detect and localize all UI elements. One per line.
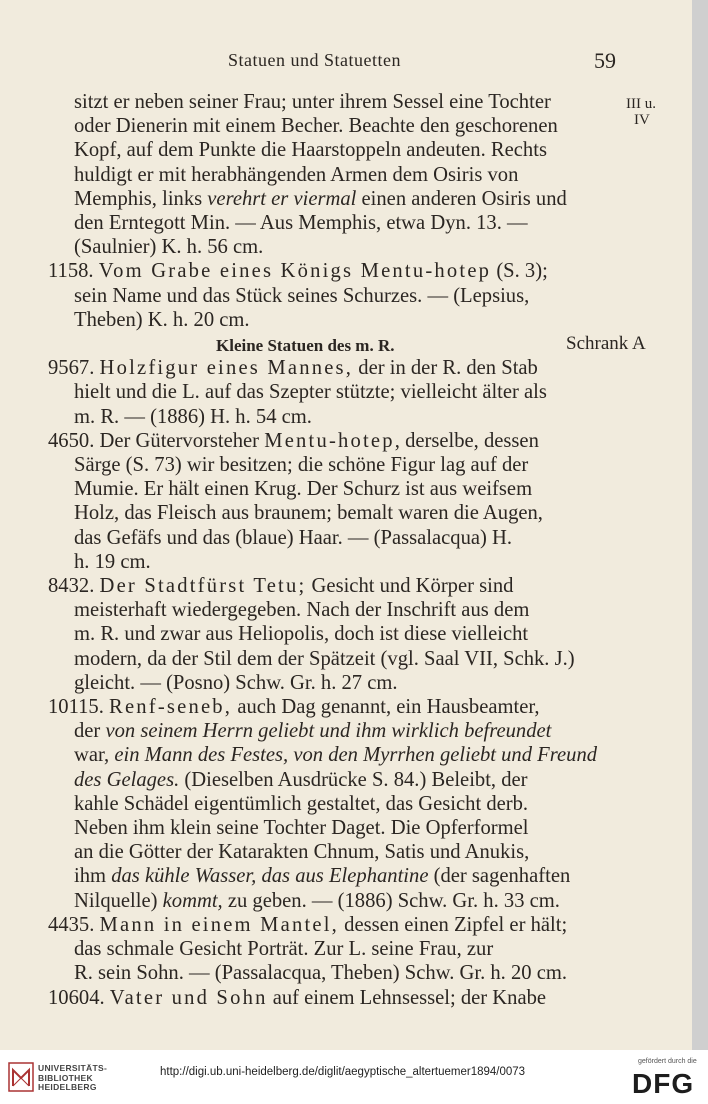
text-run: der in der R. den Stab xyxy=(353,357,538,380)
entry-10115 xyxy=(48,695,614,913)
text-line: Mumie. Er hält einen Krug. Der Schurz ist aus weifsem xyxy=(74,478,533,501)
dfg-logo: DFG xyxy=(632,1068,695,1099)
section-heading-row xyxy=(48,332,646,356)
entry-number: 4435. xyxy=(48,913,95,936)
text-line xyxy=(48,259,614,283)
text-run: zu geben. — (1886) Schw. Gr. h. 33 cm. xyxy=(222,889,560,912)
text-line: an die Götter der Katarakten Chnum, Satis und Anukis, xyxy=(74,841,530,864)
text-run: Nilquelle) xyxy=(74,889,163,912)
text-line: Theben) K. h. 20 cm. xyxy=(74,308,250,331)
italic-run: kommt, xyxy=(162,889,223,912)
text-line: Neben ihm klein seine Tochter Daget. Die Opferformel xyxy=(74,817,529,840)
library-line: UNIVERSITÄTS- xyxy=(38,1063,108,1073)
text-line: R. sein Sohn. — (Passalacqua, Theben) Schw. Gr. h. 20 cm. xyxy=(74,962,568,985)
text-line: m. R. — (1886) H. h. 54 cm. xyxy=(74,405,312,428)
entry-4435 xyxy=(48,913,614,986)
text-line xyxy=(48,768,614,792)
text-line: kahle Schädel eigentümlich gestaltet, das Gesicht derb. xyxy=(74,792,529,815)
italic-run: von seinem Herrn geliebt und ihm wirklich befreundet xyxy=(105,720,552,743)
text-line: gleicht. — (Posno) Schw. Gr. h. 27 cm. xyxy=(74,671,398,694)
text-line: h. 19 cm. xyxy=(74,550,151,573)
entry-number: 10604. xyxy=(48,986,105,1009)
text-line xyxy=(48,889,614,913)
entry-lead: Vater und Sohn xyxy=(109,986,268,1009)
library-line: HEIDELBERG xyxy=(38,1082,97,1092)
italic-run: verehrt er viermal xyxy=(207,187,357,210)
entry-10604 xyxy=(48,986,614,1010)
text-line: sitzt er neben seiner Frau; unter ihrem Sessel eine Tochter xyxy=(74,91,551,113)
text-run: , derselbe, dessen xyxy=(394,429,539,452)
section-heading: Kleine Statuen des m. R. xyxy=(216,336,395,356)
text-run: (der sagenhaften xyxy=(428,865,571,888)
text-line xyxy=(48,574,614,598)
entry-number: 4650. xyxy=(48,429,95,452)
text-run: auch Dag genannt, ein Hausbeamter, xyxy=(232,696,540,719)
text-line: sein Name und das Stück seines Schurzes. — (Lepsius, xyxy=(74,284,530,307)
text-run: dessen einen Zipfel er hält; xyxy=(339,913,568,936)
italic-run: das kühle Wasser, das aus Elephantine xyxy=(111,865,429,888)
text-line: oder Dienerin mit einem Becher. Beachte den geschorenen xyxy=(74,115,558,138)
entry-intro xyxy=(48,90,614,259)
entry-number: 8432. xyxy=(48,575,95,598)
entry-number: 1158. xyxy=(48,260,94,283)
text-line xyxy=(48,913,614,937)
text-line: Kopf, auf dem Punkte die Haarstoppeln andeuten. Rechts xyxy=(74,139,547,162)
text-run: war, xyxy=(74,744,115,767)
text-run: Gesicht und Körper sind xyxy=(306,575,514,598)
text-line: (Saulnier) K. h. 56 cm. xyxy=(74,236,264,259)
text-run: ihm xyxy=(74,865,112,888)
entry-4650 xyxy=(48,429,614,574)
library-name xyxy=(38,1064,107,1093)
entry-lead: Renf-seneb, xyxy=(109,696,233,719)
text-run: (S. 3); xyxy=(491,260,548,283)
library-line: BIBLIOTHEK xyxy=(38,1072,93,1083)
text-line: meisterhaft wiedergegeben. Nach der Inschrift aus dem xyxy=(74,599,530,622)
university-seal-icon xyxy=(8,1062,34,1092)
text-run: (Dieselben Ausdrücke S. 84.) Beleibt, der xyxy=(179,768,528,791)
margin-note-schrank: Schrank A xyxy=(566,333,646,355)
text-line: das Gefäfs und das (blaue) Haar. — (Passalacqua) H. xyxy=(74,526,513,549)
entry-number: 10115. xyxy=(48,696,104,719)
text-line: den Erntegott Min. — Aus Memphis, etwa Dyn. 13. — xyxy=(74,212,528,235)
italic-run: ein Mann des Festes, von den Myrrhen geliebt und Freund xyxy=(114,744,598,767)
text-line: hielt und die L. auf das Szepter stützte; vielleicht älter als xyxy=(74,381,547,404)
entry-lead: Mentu-hotep xyxy=(264,429,395,452)
text-run: der xyxy=(74,720,106,743)
entry-lead: Holzfigur eines Mannes, xyxy=(99,357,354,380)
entry-1158 xyxy=(48,259,614,332)
text-line xyxy=(48,695,614,719)
text-line: Holz, das Fleisch aus braunem; bemalt waren die Augen, xyxy=(74,502,543,525)
running-head xyxy=(0,42,692,78)
text-line xyxy=(48,986,614,1010)
text-line xyxy=(48,356,614,380)
permalink-link[interactable]: http://digi.ub.uni-heidelberg.de/diglit/aegyptische_altertuemer1894/0073 xyxy=(160,1066,526,1078)
text-run: einen anderen Osiris und xyxy=(356,187,567,210)
text-run: Der Gütervorsteher xyxy=(99,429,265,452)
entry-lead: Vom Grabe eines Königs Mentu-hotep xyxy=(98,260,492,283)
margin-note-room: III u. xyxy=(626,96,656,112)
text-line: modern, da der Stil dem der Spätzeit (vgl. Saal VII, Schk. J.) xyxy=(74,647,575,670)
text-line xyxy=(48,864,614,888)
entry-8432 xyxy=(48,574,614,695)
text-line: Särge (S. 73) wir besitzen; die schöne Figur lag auf der xyxy=(74,454,529,477)
text-line: das schmale Gesicht Porträt. Zur L. seine Frau, zur xyxy=(74,938,494,961)
text-line: huldigt er mit herabhängenden Armen dem Osiris von xyxy=(74,163,519,186)
page-title: Statuen und Statuetten xyxy=(228,50,401,70)
text-line xyxy=(48,429,614,453)
viewer-footer xyxy=(0,1050,708,1104)
entry-lead: Der Stadtfürst Tetu; xyxy=(99,575,307,598)
text-run: auf einem Lehnsessel; der Knabe xyxy=(267,986,547,1009)
entry-lead: Mann in einem Mantel, xyxy=(99,913,340,936)
text-run: Memphis, links xyxy=(74,187,208,210)
text-line: m. R. und zwar aus Heliopolis, doch ist diese vielleicht xyxy=(74,623,529,646)
page-number: 59 xyxy=(594,48,616,73)
funded-by-text: gefördert durch die xyxy=(638,1058,697,1065)
italic-run: des Gelages. xyxy=(74,768,180,791)
text-line xyxy=(48,719,614,743)
margin-note-room-2: IV xyxy=(634,112,650,128)
text-line xyxy=(48,743,614,767)
text-line xyxy=(48,187,614,211)
entry-9567 xyxy=(48,356,614,429)
entry-number: 9567. xyxy=(48,357,95,380)
